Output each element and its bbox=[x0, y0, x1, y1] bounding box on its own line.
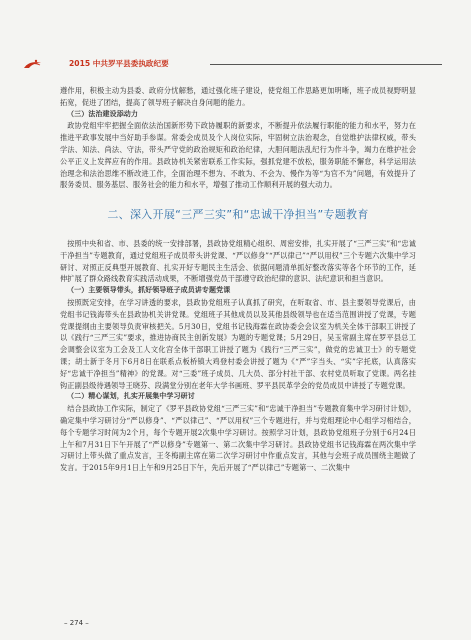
party-emblem-icon bbox=[22, 57, 42, 71]
header-title: 2015 中共罗平县委执政纪要 bbox=[69, 59, 169, 68]
subheading-party-lecture: （一）主要领导带头，抓好领导班子成员讲专题党课 bbox=[67, 286, 231, 295]
section-title: 二、深入开展“三严三实”和“忠诚干净担当”专题教育 bbox=[107, 208, 369, 222]
page-body bbox=[60, 85, 416, 474]
paragraph-continued: 遵作用，积极主动为县委、政府分忧解愁，通过强化班子建设，使党组工作思路更加明晰，班子成员视野明显拓宽，促进了团结，提高了领导班子解决自身问题的能力。 bbox=[60, 86, 416, 107]
subheading-study-plan: （二）精心谋划，扎实开展集中学习研讨 bbox=[67, 392, 195, 401]
subheading-rule-of-law: （三）法治建设添动力 bbox=[67, 109, 138, 118]
paragraph-study-plan: 结合县政协工作实际，制定了《罗平县政协党组“三严三实”和“忠诚干净担当”专题教育集中学习研讨计划》，确定集中学习研讨分“严以修身”、“严以律己”、“严以用权”三个专题进行，并与党组理论中心组学习相结合，每个专题学习时间为2个月，每个专题开展2次集中学习研讨。按照学习计划，县政协党组班子分别于6月24日上午和7月31日下午开展了“严以修身”专题第一、第二次集中学习研讨。县政协党组书记钱海霖在两次集中学习研讨上带头做了重点发言，王冬梅副主席在第二次学习研讨中作重点发言，其他与会班子成员围绕主题做了发言。于2015年9月1日上午和9月25日下午，先后开展了“严以律己”专题第一、二次集中 bbox=[60, 404, 416, 473]
running-header bbox=[22, 47, 442, 77]
paragraph-rule-of-law: 政协党组牢牢把握全面依法治国新形势下政协履职的新要求，不断提升依法履行职能的能力和水平，努力在推进平政事发展中当好助手参谋。常委会成员及个人岗位实际，牢固树立法治观念，自觉维护法律权威，带头学法、知法、尚法、守法，带头严守党的政治规矩和政治纪律，大胆问题法乱纪行为作斗争，竭力在维护社会公平正义上发挥应有的作用。县政协机关紧密联系工作实际，强抓党建不放松，服务职能不懈怠，科学运用法治理念和法治思维不断改进工作，全面治理不想为、不敢为、不会为、慢作为等“为官不为”问题，有效提升了服务委员、服务基层、服务社会的能力和水平，增强了推动工作顺利开展的强大动力。 bbox=[60, 121, 416, 190]
page-number: – 274 – bbox=[64, 619, 89, 627]
paragraph-party-lecture: 按照既定安排，在学习讲透的要求，县政协党组班子认真抓了研究，在听取省、市、县主要领导党课后，由党组书记钱海带头在县政协机关讲党课。党组班子其他成员以及其他县级领导也在适当范围讲授了党课，专题党课提纲由主要领导负责审核把关。5月30日，党组书记钱海霖在政协委会会议室为机关全体干部职工讲授了以《践行“三严三实”要求，推进协商民主创新发展》为题的专题党课；5月29日，吴玉常副主席在罗平县总工会调整会议室为工会及工人文化宫全体干部职工讲授了题为《践行“三严三实”，做党的忠诚卫士》的专题党课；胡士新于冬月下6月8日在联系点板桥镇大鸡登村委会讲授了题为《“严”字当头、“实”字托底，认真落实好“忠诚干净担当”精神》的党课。对“三委”班子成员、几大员、部分村社干部、农村党员听取了党课。两名挂钩正副县级待遇领导王晓芬、段满堂分别在老年大学书画班、罗平县民革学会的党员成员中讲授了专题党课。 bbox=[60, 297, 416, 390]
header-rule bbox=[210, 64, 442, 65]
paragraph-intro: 按照中央和省、市、县委的统一安排部署，县政协党组精心组织、周密安排，扎实开展了“三严三实”和“忠诚干净担当”专题教育，通过党组班子成员带头讲党课、“严以修身”“严以律己”“严以用权”三个专题六次集中学习研讨、对照正反典型开展教育、扎实开好专题民主生活会、依据问题清单抓好整改落实等各个环节的工作，延伸扩展了群众路线教育实践活动成果，不断增强党员干部遵守政治纪律的意识、法纪意识和担当意识。 bbox=[60, 238, 416, 284]
